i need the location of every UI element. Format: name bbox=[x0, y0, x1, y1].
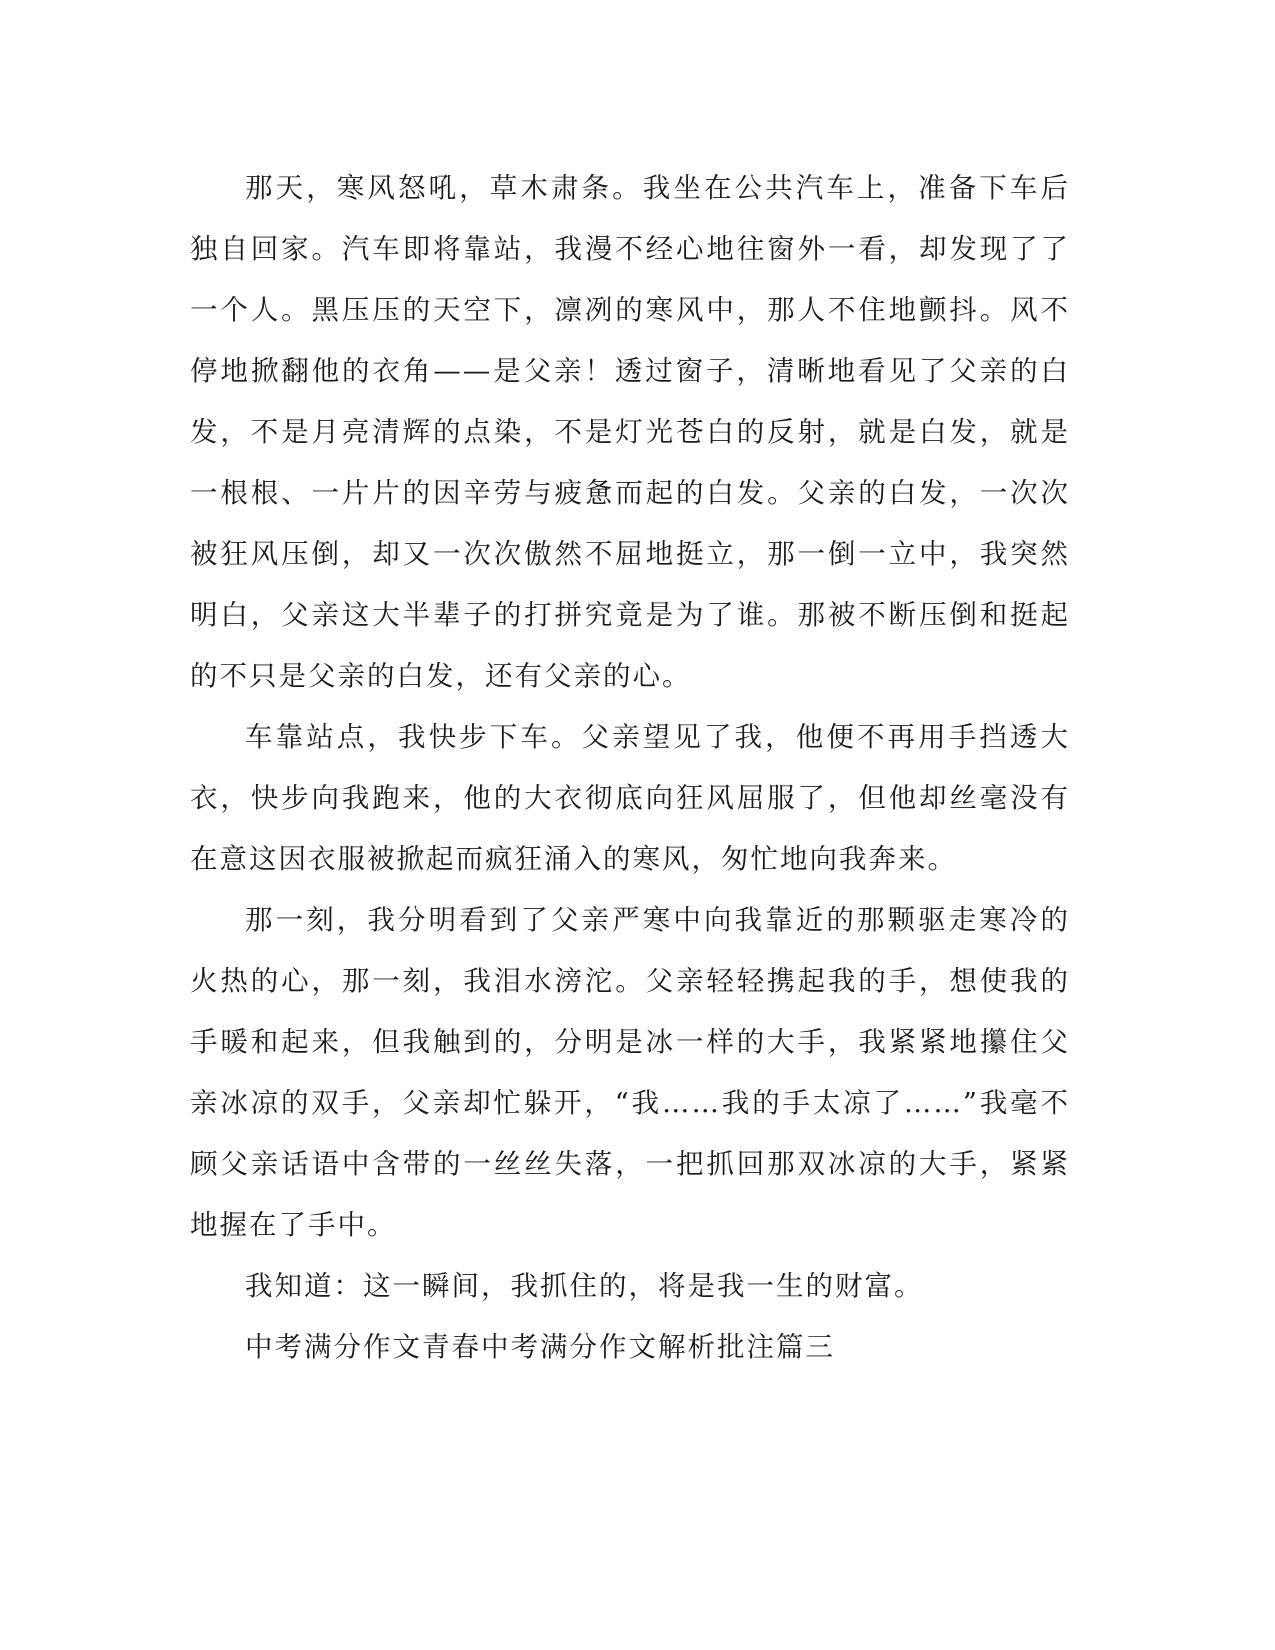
section-heading: 中考满分作文青春中考满分作文解析批注篇三 bbox=[245, 1331, 835, 1363]
paragraph-bus-stop: 车靠站点，我快步下车。父亲望见了我，他便不再用手挡透大衣，快步向我跑来，他的大衣彻底向狂风屈服了，但他却丝毫没有在意这因衣服被掀起而疯狂涌入的寒风，匆忙地向我奔来。 bbox=[190, 721, 1070, 875]
paragraph-warm-heart: 那一刻，我分明看到了父亲严寒中向我靠近的那颗驱走寒冷的火热的心，那一刻，我泪水滂沱。父亲轻轻携起我的手，想使我的手暖和起来，但我触到的，分明是冰一样的大手，我紧紧地攥住父亲冰凉的双手，父亲却忙躲开，“我……我的手太凉了……”我毫不顾父亲话语中含带的一丝丝失落，一把抓回那双冰凉的大手，紧紧地握在了手中。 bbox=[190, 904, 1070, 1241]
paragraph-lifetime-treasure: 我知道：这一瞬间，我抓住的，将是我一生的财富。 bbox=[245, 1270, 924, 1302]
paragraph-father-white-hair: 那天，寒风怒吼，草木肃条。我坐在公共汽车上，准备下车后独自回家。汽车即将靠站，我漫不经心地往窗外一看，却发现了了一个人。黑压压的天空下，凛冽的寒风中，那人不住地颤抖。风不停地掀翻他的衣角——是父亲！透过窗子，清晰地看见了父亲的白发，不是月亮清辉的点染，不是灯光苍白的反射，就是白发，就是一根根、一片片的因辛劳与疲惫而起的白发。父亲的白发，一次次被狂风压倒，却又一次次傲然不屈地挺立，那一倒一立中，我突然明白，父亲这大半辈子的打拼究竟是为了谁。那被不断压倒和挺起的不只是父亲的白发，还有父亲的心。 bbox=[190, 172, 1070, 692]
document-body bbox=[190, 158, 1070, 1378]
